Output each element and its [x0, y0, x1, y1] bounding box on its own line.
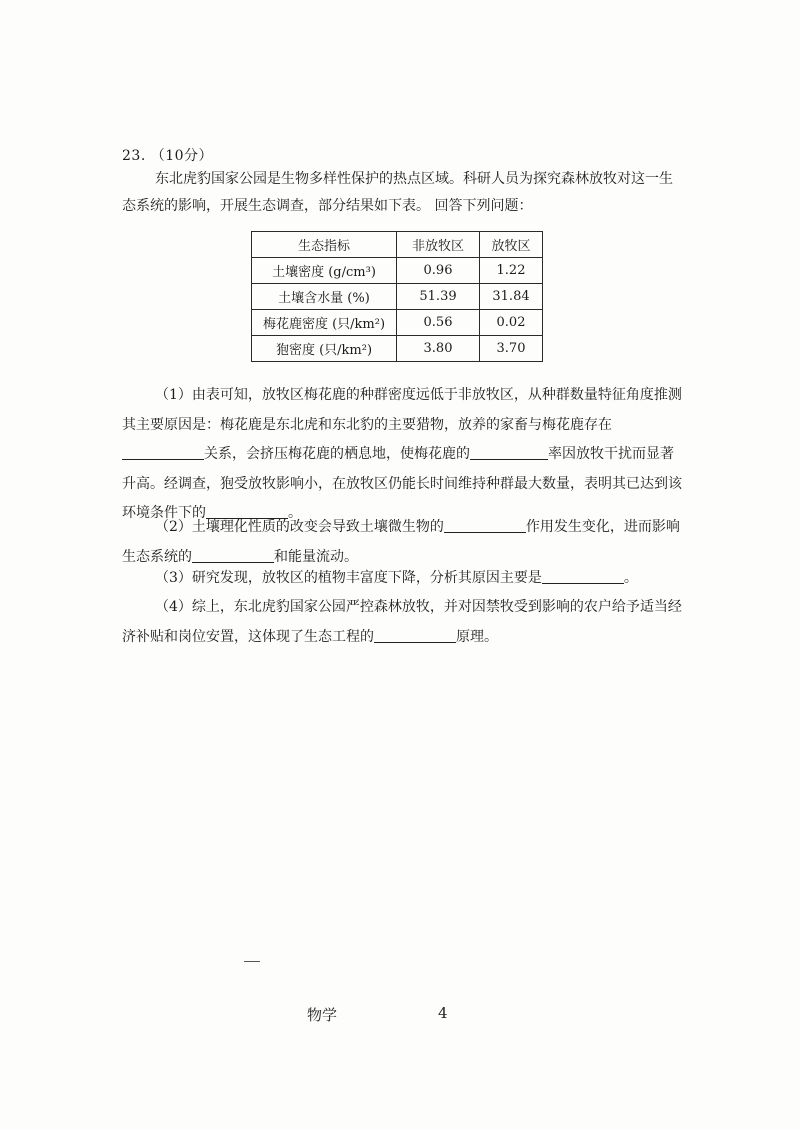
table-cell: 1.22: [480, 258, 543, 284]
sub-question-text: 。: [288, 505, 302, 521]
sub-question-text: 率因放牧干扰而显著升高。经调查，狍受放牧影响小，在放牧区仍能长时间维持种群最大数量，表明其已达到该环境条件下的: [122, 446, 682, 521]
sub-question-text: 。: [623, 570, 638, 586]
scan-mark: [244, 961, 260, 962]
table-cell: 0.56: [397, 310, 480, 336]
sub-question-text: （2）土壤理化性质的改变会导致土壤微生物的: [155, 519, 444, 535]
sub-question-1: [122, 381, 682, 529]
sub-question-text: 作用发生变化，进而影响生态系统的: [122, 519, 680, 565]
table-header-cell: 生态指标: [252, 232, 397, 258]
footer-page-number: 4: [438, 1004, 448, 1022]
sub-question-4: [122, 593, 682, 652]
table-row: [252, 258, 543, 284]
sub-question-text: （1）由表可知，放牧区梅花鹿的种群密度远低于非放牧区，从种群数量特征角度推测其主要原因是：梅花鹿是东北虎和东北豹的主要猎物，放养的家畜与梅花鹿存在: [122, 387, 682, 433]
answer-blank[interactable]: [470, 445, 548, 460]
table-header-cell: 非放牧区: [397, 232, 480, 258]
answer-blank[interactable]: [122, 445, 204, 460]
table-header-row: [252, 232, 543, 258]
answer-blank[interactable]: [444, 518, 526, 533]
table-cell: 0.96: [397, 258, 480, 284]
sub-question-text: 关系，会挤压梅花鹿的栖息地，使梅花鹿的: [204, 446, 470, 462]
table-cell: 3.80: [397, 336, 480, 362]
table-cell: 狍密度 (只/km²): [252, 336, 397, 362]
table-cell: 土壤含水量 (%): [252, 284, 397, 310]
table-cell: 0.02: [480, 310, 543, 336]
table-row: [252, 284, 543, 310]
answer-blank[interactable]: [374, 628, 456, 643]
table-cell: 梅花鹿密度 (只/km²): [252, 310, 397, 336]
table-cell: 51.39: [397, 284, 480, 310]
ecology-data-table: [251, 231, 543, 362]
table-cell: 土壤密度 (g/cm³): [252, 258, 397, 284]
sub-question-3: [122, 564, 682, 594]
table-cell: 31.84: [480, 284, 543, 310]
question-intro: 东北虎豹国家公园是生物多样性保护的热点区域。科研人员为探究森林放牧对这一生态系统的影响，开展生态调查，部分结果如下表。 回答下列问题：: [122, 171, 673, 214]
sub-question-text: （3）研究发现，放牧区的植物丰富度下降，分析其原因主要是: [155, 570, 542, 586]
sub-question-text: 和能量流动。: [274, 548, 358, 565]
table-row: [252, 336, 543, 362]
question-number: 23. （10分）: [122, 148, 214, 164]
answer-blank[interactable]: [542, 569, 624, 584]
table-header-cell: 放牧区: [480, 232, 543, 258]
sub-question-text: 原理。: [456, 628, 498, 645]
sub-question-text: （4）综上，东北虎豹国家公园严控森林放牧，并对因禁牧受到影响的农户给予适当经济补贴和岗位安置，这体现了生态工程的: [122, 599, 682, 645]
answer-blank[interactable]: [192, 548, 274, 563]
table-cell: 3.70: [480, 336, 543, 362]
footer-subject: 物学: [307, 1006, 338, 1024]
table-row: [252, 310, 543, 336]
